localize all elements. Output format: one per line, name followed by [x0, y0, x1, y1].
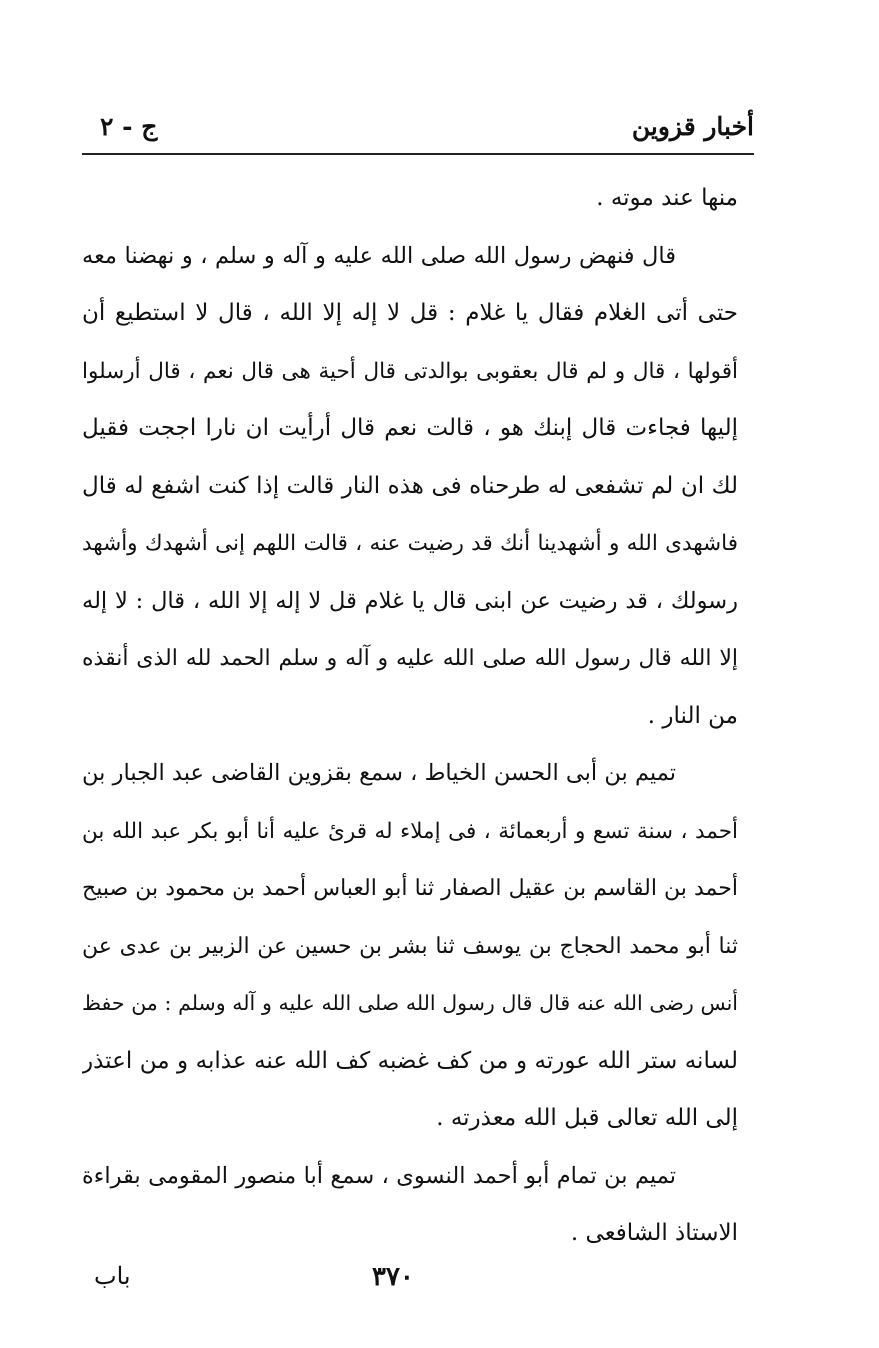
- text-line: رسولك ، قد رضيت عن ابنى قال يا غلام قل لا إله إلا الله ، قال : لا إله: [82, 587, 738, 614]
- text-line: منها عند موته .: [596, 185, 738, 211]
- running-header: [82, 108, 754, 152]
- text-line: أحمد ، سنة تسع و أربعمائة ، فى إملاء له قرئ عليه أنا أبو بكر عبد الله بن: [82, 818, 738, 844]
- text-line: قال فنهض رسول الله صلى الله عليه و آله و سلم ، و نهضنا معه: [82, 242, 676, 269]
- text-line: أحمد بن القاسم بن عقيل الصفار ثنا أبو العباس أحمد بن محمود بن صبيح: [82, 876, 738, 901]
- text-line: إلى الله تعالى قبل الله معذرته .: [436, 1105, 738, 1131]
- text-line: أنس رضى الله عنه قال قال رسول الله صلى الله عليه و آله وسلم : من حفظ: [82, 991, 738, 1015]
- body-text: [82, 170, 738, 1263]
- volume-number: ج - ٢: [100, 112, 158, 141]
- text-line: فاشهدى الله و أشهدينا أنك قد رضيت عنه ، قالت اللهم إنى أشهدك وأشهد: [82, 531, 738, 556]
- text-line: إلا الله قال رسول الله صلى الله عليه و آله و سلم الحمد لله الذى أنقذه: [82, 646, 738, 671]
- page-number: ٣٧٠: [372, 1262, 414, 1292]
- text-line: تميم بن أبى الحسن الخياط ، سمع بقزوين القاضى عبد الجبار بن: [82, 760, 676, 786]
- text-line: لك ان لم تشفعى له طرحناه فى هذه النار قالت إذا كنت اشفع له قال: [82, 472, 738, 499]
- running-title: أخبار قزوين: [631, 112, 754, 141]
- text-line: إليها فجاءت قال إبنك هو ، قالت نعم قال أرأيت ان نارا اججت فقيل: [82, 415, 738, 441]
- text-line: ثنا أبو محمد الحجاج بن يوسف ثنا بشر بن حسين عن الزبير بن عدى عن: [82, 933, 738, 959]
- text-line: الاستاذ الشافعى .: [570, 1220, 738, 1246]
- text-line: تميم بن تمام أبو أحمد النسوى ، سمع أبا منصور المقومى بقراءة: [82, 1162, 676, 1189]
- text-line: حتى أتى الغلام فقال يا غلام : قل لا إله إلا الله ، قال لا استطيع أن: [82, 300, 738, 326]
- text-line: لسانه ستر الله عورته و من كف غضبه كف الله عنه عذابه و من اعتذر: [82, 1047, 738, 1074]
- header-divider: [82, 153, 754, 155]
- text-line: من النار .: [647, 702, 738, 729]
- page-footer: [82, 1262, 754, 1302]
- catchword: باب: [94, 1262, 131, 1290]
- text-line: أقولها ، قال و لم قال بعقوبى بوالدتى قال أحية هى قال نعم ، قال أرسلوا: [82, 358, 738, 384]
